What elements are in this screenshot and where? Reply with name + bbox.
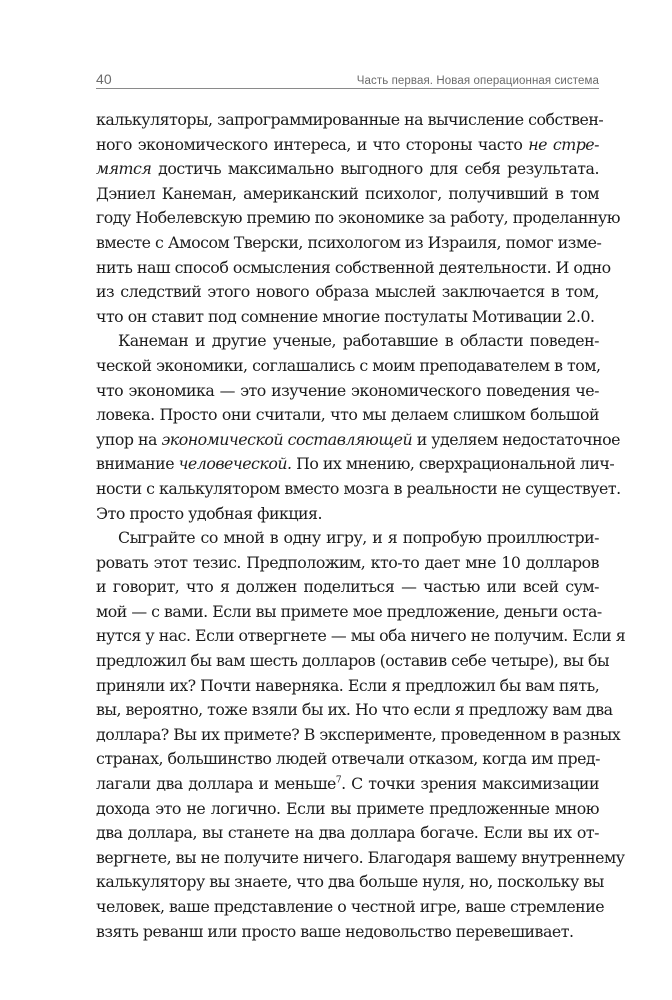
text-line: Канеман и другие ученые, работавшие в области поведен- — [118, 331, 599, 351]
text-line: вместе с Амосом Тверски, психологом из Израиля, помог изме- — [96, 232, 602, 252]
text-line: вы, вероятно, тоже взяли бы их. Но что если я предложу вам два — [96, 700, 613, 720]
text-line: два доллара, вы станете на два доллара богаче. Если вы их от- — [96, 823, 599, 843]
text-line: вергнете, вы не получите ничего. Благодаря вашему внутреннему — [96, 847, 625, 867]
running-header — [96, 71, 599, 87]
paragraph-1 — [96, 108, 620, 329]
text-line: приняли их? Почти наверняка. Если я предложил бы вам пять, — [96, 675, 600, 695]
text-line: мятся достичь максимально выгодного для себя результата. — [96, 159, 599, 179]
italic-text: мятся — [96, 159, 152, 179]
running-title: Часть первая. Новая операционная система — [356, 75, 599, 87]
text-line: и говорит, что я должен поделиться — частью или всей сум- — [96, 577, 599, 597]
italic-text: не стре- — [528, 134, 599, 154]
text-line: взять реванш или просто ваше недовольство перевешивает. — [96, 921, 574, 941]
text-line: ловека. Просто они считали, что мы делаем слишком большой — [96, 405, 599, 425]
text-line: Дэниел Канеман, американский психолог, получивший в том — [96, 183, 599, 203]
italic-text: человеческой. — [178, 454, 292, 474]
text-line: Сыграйте со мной в одну игру, и я попробую проиллюстри- — [118, 528, 599, 548]
paragraph-3 — [96, 526, 626, 944]
text-line: из следствий этого нового образа мыслей заключается в том, — [96, 282, 599, 302]
text-line: нить наш способ осмысления собственной деятельности. И одно — [96, 257, 611, 277]
page-number: 40 — [96, 71, 112, 87]
text-line: что экономика — это изучение экономического поведения че- — [96, 380, 599, 400]
text-line: доллара? Вы их примете? В эксперименте, проведенном в разных — [96, 724, 621, 744]
header-rule — [96, 88, 599, 89]
text-line: году Нобелевскую премию по экономике за работу, проделанную — [96, 208, 620, 228]
body-text — [96, 108, 626, 944]
text-line: мой — с вами. Если вы примете мое предложение, деньги оста- — [96, 601, 602, 621]
footnote-marker[interactable]: 7 — [335, 775, 342, 786]
paragraph-2 — [96, 329, 621, 526]
text-line: калькуляторы, запрограммированные на вычисление собствен- — [96, 110, 604, 129]
italic-text: экономической составляющей — [161, 429, 413, 449]
text-line: калькулятору вы знаете, что два больше нуля, но, поскольку вы — [96, 872, 604, 892]
text-line: лагали два доллара и меньше$^7$. С точки зрения максимизации — [96, 774, 599, 794]
text-line: внимание человеческой. По их мнению, сверхрациональной лич- — [96, 454, 615, 474]
text-line: предложил бы вам шесть долларов (оставив себе четыре), вы бы — [96, 651, 610, 671]
text-line: дохода это не логично. Если вы примете предложенные мною — [96, 798, 599, 818]
text-line: ного экономического интереса, и что стороны часто не стре- — [96, 134, 599, 154]
text-line: ности с калькулятором вместо мозга в реальности не существует. — [96, 478, 621, 498]
text-line: человек, ваше представление о честной игре, ваше стремление — [96, 897, 605, 916]
text-line: что он ставит под сомнение многие постулаты Мотивации 2.0. — [96, 306, 595, 326]
text-line: упор на экономической составляющей и уделяем недостаточное — [96, 429, 620, 449]
text-line: ровать этот тезис. Предположим, кто-то дает мне 10 долларов — [96, 552, 599, 572]
text-line: странах, большинство людей отвечали отказом, когда им пред- — [96, 749, 600, 769]
text-line: нутся у нас. Если отвергнете — мы оба ничего не получим. Если я — [96, 626, 626, 646]
text-line: ческой экономики, соглашались с моим преподавателем в том, — [96, 355, 601, 375]
text-line: Это просто удобная фикция. — [96, 503, 323, 523]
